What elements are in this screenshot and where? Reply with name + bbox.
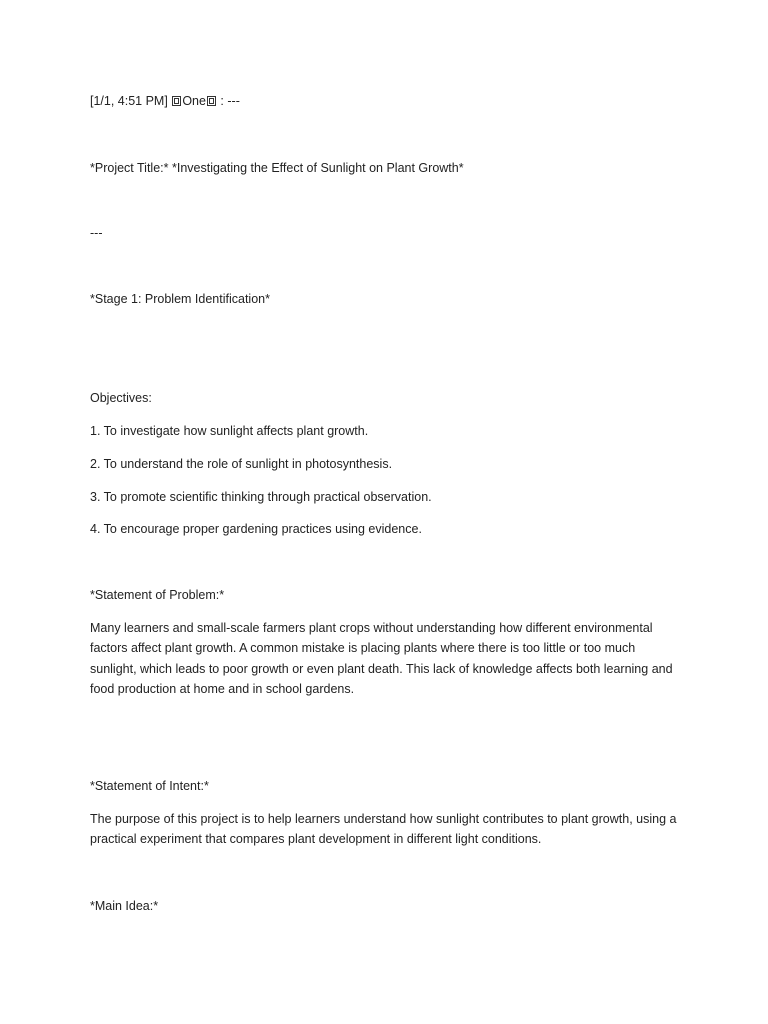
sender-name: One xyxy=(182,94,206,108)
emoji-placeholder-icon xyxy=(172,96,181,106)
main-idea-heading: *Main Idea:* xyxy=(90,899,159,913)
objective-item-3: 3. To promote scientific thinking through practical observation. xyxy=(90,490,432,504)
project-title: *Project Title:* *Investigating the Effect of Sunlight on Plant Growth* xyxy=(90,161,464,175)
header-suffix: : --- xyxy=(216,94,240,108)
objective-item-4: 4. To encourage proper gardening practices using evidence. xyxy=(90,522,422,536)
objective-item-1: 1. To investigate how sunlight affects plant growth. xyxy=(90,424,369,438)
intent-body: The purpose of this project is to help learners understand how sunlight contributes to plant growth, using a practical experiment that compares plant development in different light conditions. xyxy=(90,812,677,847)
problem-body: Many learners and small-scale farmers plant crops without understanding how different environmental factors affect plant growth. A common mistake is placing plants where there is too little or too much sunlight, which leads to poor growth or even plant death. This lack of knowledge affects both learning and food production at home and in school gardens. xyxy=(90,621,673,696)
missing-glyph-icon xyxy=(207,96,216,106)
message-timestamp: [1/1, 4:51 PM] xyxy=(90,94,168,108)
chat-header-line xyxy=(90,93,240,109)
stage-heading: *Stage 1: Problem Identification* xyxy=(90,292,270,306)
problem-heading: *Statement of Problem:* xyxy=(90,588,225,602)
intent-heading: *Statement of Intent:* xyxy=(90,779,209,793)
objectives-heading: Objectives: xyxy=(90,391,152,405)
objective-item-2: 2. To understand the role of sunlight in photosynthesis. xyxy=(90,457,393,471)
section-divider: --- xyxy=(90,226,103,240)
